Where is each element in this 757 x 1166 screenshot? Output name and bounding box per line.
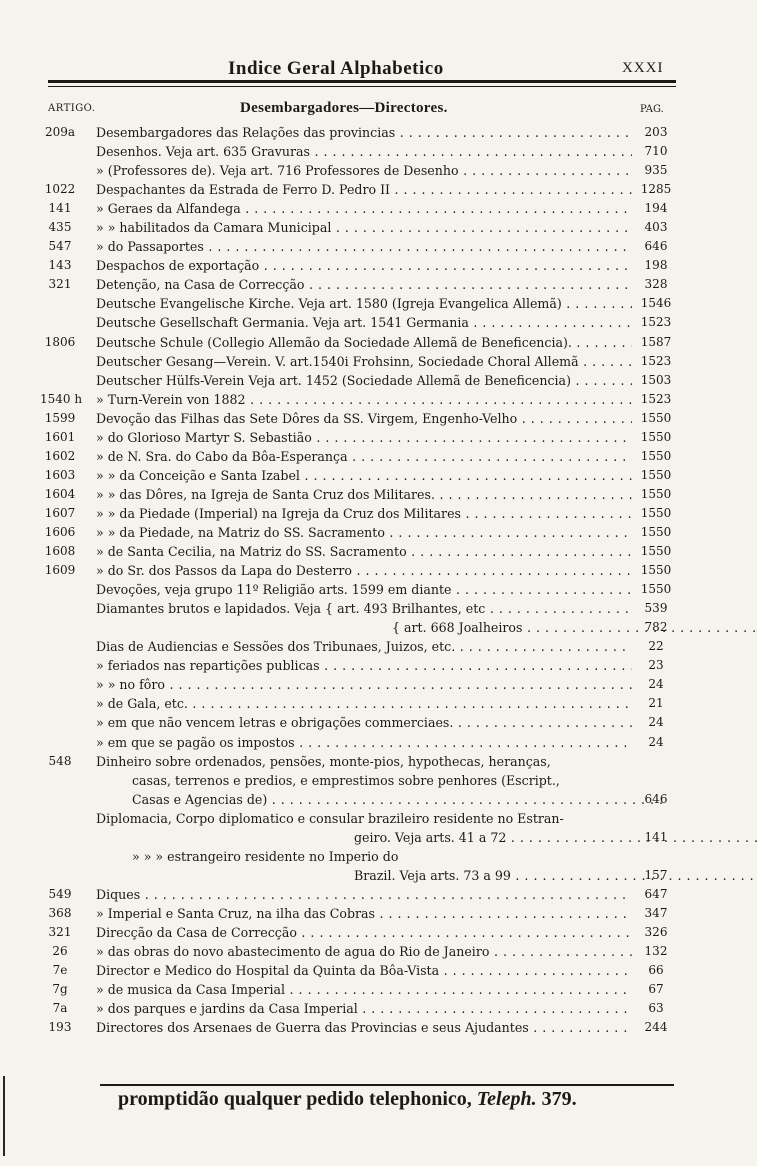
index-row	[0, 485, 757, 504]
article-number: 1607	[44, 505, 76, 520]
entry-text: Desembargadores das Relações das provincias . . .	[96, 123, 632, 142]
entry-text: » » habilitados da Camara Municipal . . .	[96, 218, 632, 237]
index-entries	[0, 123, 757, 1037]
index-row	[0, 161, 757, 180]
footer-rule	[100, 1084, 674, 1086]
page-reference: 1550	[640, 448, 672, 463]
entry-text: Dinheiro sobre ordenados, pensões, monte-pios, hypothecas, heranças,	[96, 753, 551, 769]
index-row	[0, 218, 757, 237]
page-reference: 935	[644, 163, 668, 178]
page-reference: 63	[648, 1001, 664, 1016]
index-row	[0, 333, 757, 352]
entry-text: Deutscher Gesang—Verein. V. art.1540i Frohsinn, Sociedade Choral Allemã . . .	[96, 352, 632, 371]
header-rule-thick	[48, 80, 676, 83]
entry-text: » das obras do novo abastecimento de agua do Rio de Janeiro . . .	[96, 942, 632, 961]
footer-tel-label: Teleph.	[476, 1088, 537, 1110]
index-row	[0, 390, 757, 409]
entry-text: » de N. Sra. do Cabo da Bôa-Esperança . . .	[96, 447, 632, 466]
entry-text: Despachos de exportação . . .	[96, 256, 632, 275]
entry-text: Director e Medico do Hospital da Quinta da Bôa-Vista . . .	[96, 961, 632, 980]
margin-mark	[3, 1076, 5, 1156]
entry-text: Diplomacia, Corpo diplomatico e consular brazileiro residente no Estran-	[96, 810, 564, 826]
article-number: 7g	[52, 982, 68, 997]
entry-text: » » da Piedade, na Matriz do SS. Sacramento . . .	[96, 523, 632, 542]
index-row	[0, 428, 757, 447]
index-row	[0, 885, 757, 904]
entry-text: » Turn-Verein von 1882 . . .	[96, 390, 632, 409]
page-reference: 1523	[640, 353, 672, 368]
entry-text: » de musica da Casa Imperial . . .	[96, 980, 632, 999]
page-reference: 21	[648, 696, 664, 711]
article-number: 368	[48, 905, 72, 920]
index-row	[0, 237, 757, 256]
entry-text: casas, terrenos e predios, e emprestimos sobre penhores (Escript.,	[132, 772, 560, 788]
index-row	[0, 447, 757, 466]
entry-text: » » no fôro . . .	[96, 675, 632, 694]
page-column-heading: PAG.	[640, 104, 664, 115]
page-reference: 132	[644, 944, 668, 959]
article-number: 1601	[44, 429, 76, 444]
article-number: 1603	[44, 467, 76, 482]
article-number: 1022	[44, 182, 76, 197]
article-number: 1599	[44, 410, 76, 425]
index-row	[0, 466, 757, 485]
article-number: 7a	[52, 1001, 68, 1016]
index-row	[0, 123, 757, 142]
entry-text: Directores dos Arsenaes de Guerra das Provincias e seus Ajudantes . . .	[96, 1018, 632, 1037]
article-number: 209a	[44, 125, 76, 139]
index-row	[0, 294, 757, 313]
entry-text: » do Sr. dos Passos da Lapa do Desterro . . .	[96, 561, 632, 580]
entry-text: » Imperial e Santa Cruz, na ilha das Cobras . . .	[96, 904, 632, 923]
article-number: 1602	[44, 448, 76, 463]
page-number: XXXI	[622, 60, 664, 76]
page-reference: 1523	[640, 391, 672, 406]
index-row	[0, 904, 757, 923]
footer-advert	[118, 1088, 577, 1111]
article-number: 321	[48, 924, 72, 939]
article-number: 1609	[44, 563, 76, 578]
entry-text: » » da Piedade (Imperial) na Igreja da Cruz dos Militares . . .	[96, 504, 632, 523]
entry-text: Direcção da Casa de Correcção . . .	[96, 923, 632, 942]
page-reference: 1550	[640, 544, 672, 559]
article-number: 1608	[44, 544, 76, 559]
entry-text: Deutsche Gesellschaft Germania. Veja art. 1541 Germania . . .	[96, 313, 632, 332]
entry-text: » em que se pagão os impostos . . .	[96, 733, 632, 752]
article-number: 143	[48, 258, 72, 273]
index-row	[0, 142, 757, 161]
page-title: Indice Geral Alphabetico	[228, 58, 444, 79]
entry-text: Dias de Audiencias e Sessões dos Tribunaes, Juizos, etc. . . .	[96, 637, 632, 656]
article-number: 1540 h	[40, 391, 83, 406]
index-row	[0, 561, 757, 580]
page-reference: 203	[644, 125, 668, 139]
page-reference: 141	[644, 829, 668, 844]
page-reference: 1550	[640, 467, 672, 482]
index-row	[0, 923, 757, 942]
index-row	[0, 504, 757, 523]
article-number: 7e	[52, 963, 68, 978]
page-reference: 1550	[640, 429, 672, 444]
page-reference: 347	[644, 905, 668, 920]
entry-text: Brazil. Veja arts. 73 a 99 . . .	[96, 866, 757, 885]
page-reference: 1550	[640, 486, 672, 501]
index-row	[0, 828, 757, 847]
index-row	[0, 256, 757, 275]
article-number: 435	[48, 220, 72, 235]
index-row	[0, 542, 757, 561]
index-row	[0, 771, 757, 790]
entry-text: Deutsche Evangelische Kirche. Veja art. 1580 (Igreja Evangelica Allemã) . . .	[96, 294, 632, 313]
page-reference: 194	[644, 201, 668, 216]
page-reference: 1546	[640, 296, 672, 311]
page-reference: 782	[644, 620, 668, 635]
article-number: 193	[48, 1020, 72, 1035]
entry-text: » » » estrangeiro residente no Imperio do	[132, 848, 399, 864]
article-number: 549	[48, 886, 72, 901]
entry-text: » » das Dôres, na Igreja de Santa Cruz dos Militares. . . .	[96, 485, 632, 504]
page-reference: 198	[644, 258, 668, 273]
section-heading: Desembargadores—Directores.	[240, 100, 448, 116]
page-reference: 24	[648, 734, 664, 749]
entry-text: geiro. Veja arts. 41 a 72 . . .	[96, 828, 757, 847]
page-reference: 539	[644, 601, 668, 616]
page-reference: 1587	[640, 334, 672, 349]
header-rule-thin	[48, 86, 676, 87]
index-row	[0, 637, 757, 656]
entry-text: Devoções, veja grupo 11º Religião arts. 1599 em diante . . .	[96, 580, 632, 599]
entry-text: Detenção, na Casa de Correcção . . .	[96, 275, 632, 294]
index-row	[0, 180, 757, 199]
footer-tel-number: 379.	[541, 1088, 577, 1110]
index-row	[0, 866, 757, 885]
page-reference: 67	[648, 982, 664, 997]
page-reference: 22	[648, 639, 664, 654]
entry-text: Casas e Agencias de) . . .	[96, 790, 668, 809]
index-row	[0, 790, 757, 809]
entry-text: Despachantes da Estrada de Ferro D. Pedro II . . .	[96, 180, 632, 199]
index-row	[0, 313, 757, 332]
article-number: 548	[48, 753, 72, 768]
page-reference: 244	[644, 1020, 668, 1035]
page-reference: 157	[644, 867, 668, 882]
page-reference: 647	[644, 886, 668, 901]
page-header	[0, 58, 757, 80]
page-reference: 1523	[640, 315, 672, 330]
entry-text: Deutsche Schule (Collegio Allemão da Sociedade Allemã de Beneficencia). . . .	[96, 333, 632, 352]
index-row	[0, 752, 757, 771]
index-row	[0, 580, 757, 599]
index-row	[0, 675, 757, 694]
index-row	[0, 599, 757, 618]
index-row	[0, 694, 757, 713]
index-row	[0, 980, 757, 999]
index-row	[0, 371, 757, 390]
index-row	[0, 352, 757, 371]
entry-text: » feriados nas repartições publicas . . .	[96, 656, 632, 675]
page-reference: 1550	[640, 505, 672, 520]
article-number: 26	[52, 944, 68, 959]
entry-text: » dos parques e jardins da Casa Imperial . . .	[96, 999, 632, 1018]
index-row	[0, 942, 757, 961]
entry-text: » de Santa Cecilia, na Matriz do SS. Sacramento . . .	[96, 542, 632, 561]
index-row	[0, 809, 757, 828]
entry-text: » do Passaportes . . .	[96, 237, 632, 256]
index-row	[0, 618, 757, 637]
index-row	[0, 733, 757, 752]
index-row	[0, 999, 757, 1018]
entry-text: Diques . . .	[96, 885, 632, 904]
entry-text: Devoção das Filhas das Sete Dôres da SS. Virgem, Engenho-Velho . . .	[96, 409, 632, 428]
page-reference: 646	[644, 791, 668, 806]
page-reference: 710	[644, 144, 668, 159]
index-row	[0, 847, 757, 866]
index-row	[0, 409, 757, 428]
entry-text: Diamantes brutos e lapidados. Veja { art. 493 Brilhantes, etc . . .	[96, 599, 632, 618]
article-number: 321	[48, 277, 72, 292]
entry-text: » (Professores de). Veja art. 716 Professores de Desenho . . .	[96, 161, 632, 180]
page-reference: 1503	[640, 372, 672, 387]
page-reference: 1550	[640, 563, 672, 578]
article-number: 141	[48, 201, 72, 216]
page-reference: 23	[648, 658, 664, 673]
entry-text: Deutscher Hülfs-Verein Veja art. 1452 (Sociedade Allemã de Beneficencia) . . .	[96, 371, 632, 390]
page-reference: 66	[648, 963, 664, 978]
page-reference: 24	[648, 677, 664, 692]
index-row	[0, 523, 757, 542]
page-reference: 328	[644, 277, 668, 292]
article-number: 547	[48, 239, 72, 254]
entry-text: { art. 668 Joalheiros . . .	[96, 618, 757, 637]
entry-text: » em que não vencem letras e obrigações commerciaes. . . .	[96, 713, 632, 732]
page-reference: 1550	[640, 582, 672, 597]
entry-text: Desenhos. Veja art. 635 Gravuras . . .	[96, 142, 632, 161]
article-number: 1604	[44, 486, 76, 501]
page-reference: 1550	[640, 410, 672, 425]
footer-text: promptidão qualquer pedido telephonico,	[118, 1088, 472, 1110]
entry-text: » » da Conceição e Santa Izabel . . .	[96, 466, 632, 485]
page-reference: 403	[644, 220, 668, 235]
index-row	[0, 199, 757, 218]
page-reference: 326	[644, 924, 668, 939]
entry-text: » de Gala, etc. . . .	[96, 694, 632, 713]
index-row	[0, 961, 757, 980]
index-row	[0, 656, 757, 675]
page-reference: 1550	[640, 524, 672, 539]
article-column-heading: ARTIGO.	[48, 103, 96, 114]
index-row	[0, 1018, 757, 1037]
index-row	[0, 275, 757, 294]
page-reference: 646	[644, 239, 668, 254]
column-headings	[0, 100, 757, 120]
article-number: 1606	[44, 524, 76, 539]
page-reference: 1285	[640, 182, 672, 197]
article-number: 1806	[44, 334, 76, 349]
entry-text: » do Glorioso Martyr S. Sebastião . . .	[96, 428, 632, 447]
index-row	[0, 713, 757, 732]
page-reference: 24	[648, 715, 664, 730]
entry-text: » Geraes da Alfandega . . .	[96, 199, 632, 218]
